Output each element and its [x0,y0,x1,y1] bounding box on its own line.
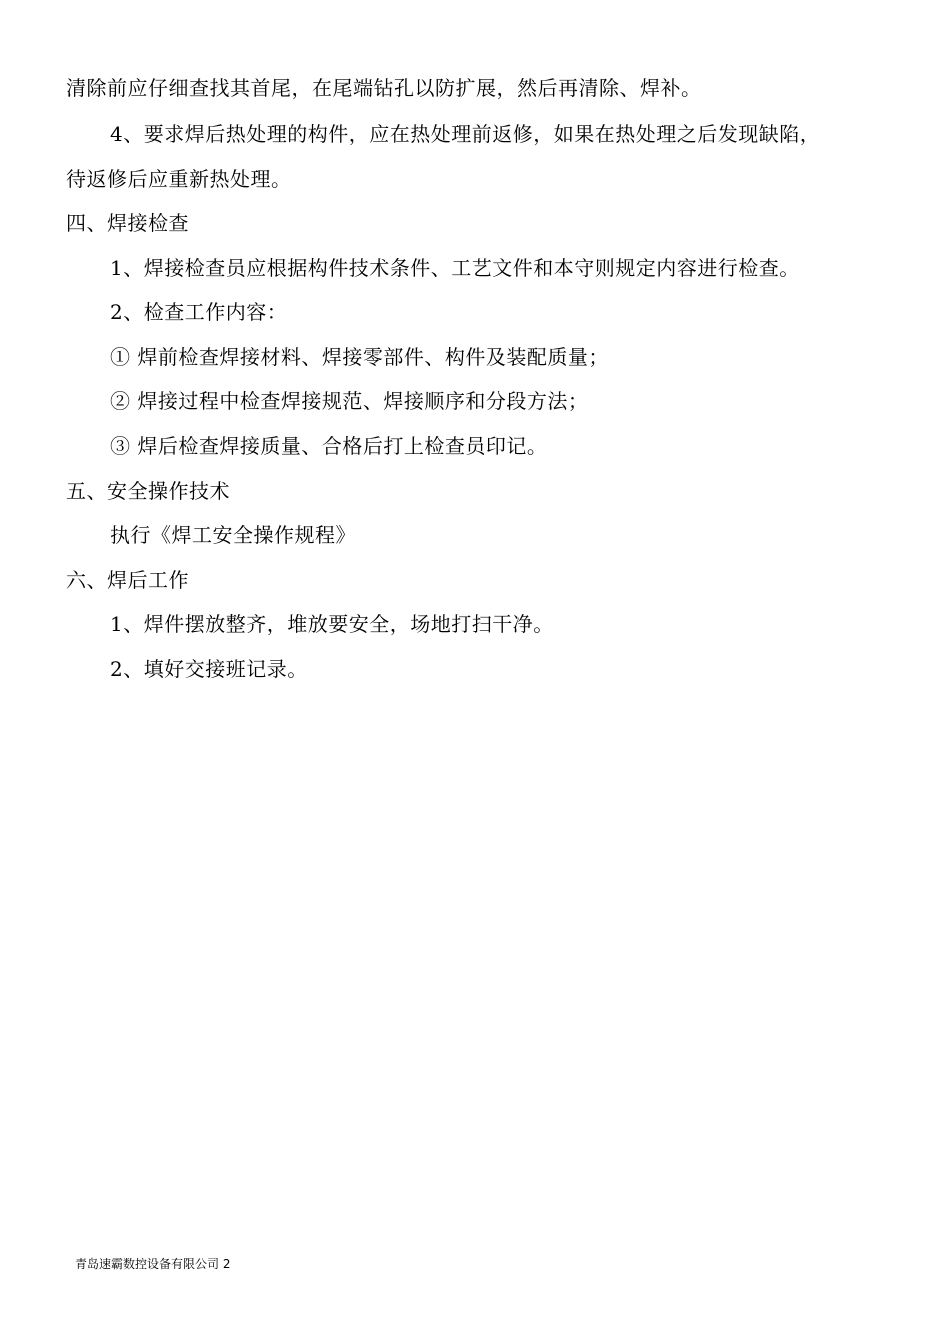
paragraph-line: 2、填好交接班记录。 [110,657,308,681]
list-item: ③ 焊后检查焊接质量、合格后打上检查员印记。 [110,434,548,458]
list-item: ① 焊前检查焊接材料、焊接零部件、构件及装配质量； [110,345,609,369]
paragraph-line: 1、焊接检查员应根据构件技术条件、工艺文件和本守则规定内容进行检查。 [110,256,800,280]
paragraph-line: 清除前应仔细查找其首尾，在尾端钻孔以防扩展，然后再清除、焊补。 [66,76,702,100]
paragraph-line: 1、焊件摆放整齐，堆放要安全，场地打扫干净。 [110,612,554,636]
section-heading: 四、焊接检查 [66,211,189,235]
page-footer: 青岛速霸数控设备有限公司 2 [75,1257,231,1271]
list-item: ② 焊接过程中检查焊接规范、焊接顺序和分段方法； [110,389,589,413]
section-heading: 六、焊后工作 [66,568,189,592]
section-heading: 五、安全操作技术 [66,479,230,503]
paragraph-line: 执行《焊工安全操作规程》 [110,523,356,547]
paragraph-line: 2、检查工作内容： [110,300,288,324]
paragraph-line: 4、要求焊后热处理的构件，应在热处理前返修，如果在热处理之后发现缺陷， [110,122,821,146]
paragraph-line: 待返修后应重新热处理。 [66,167,292,191]
